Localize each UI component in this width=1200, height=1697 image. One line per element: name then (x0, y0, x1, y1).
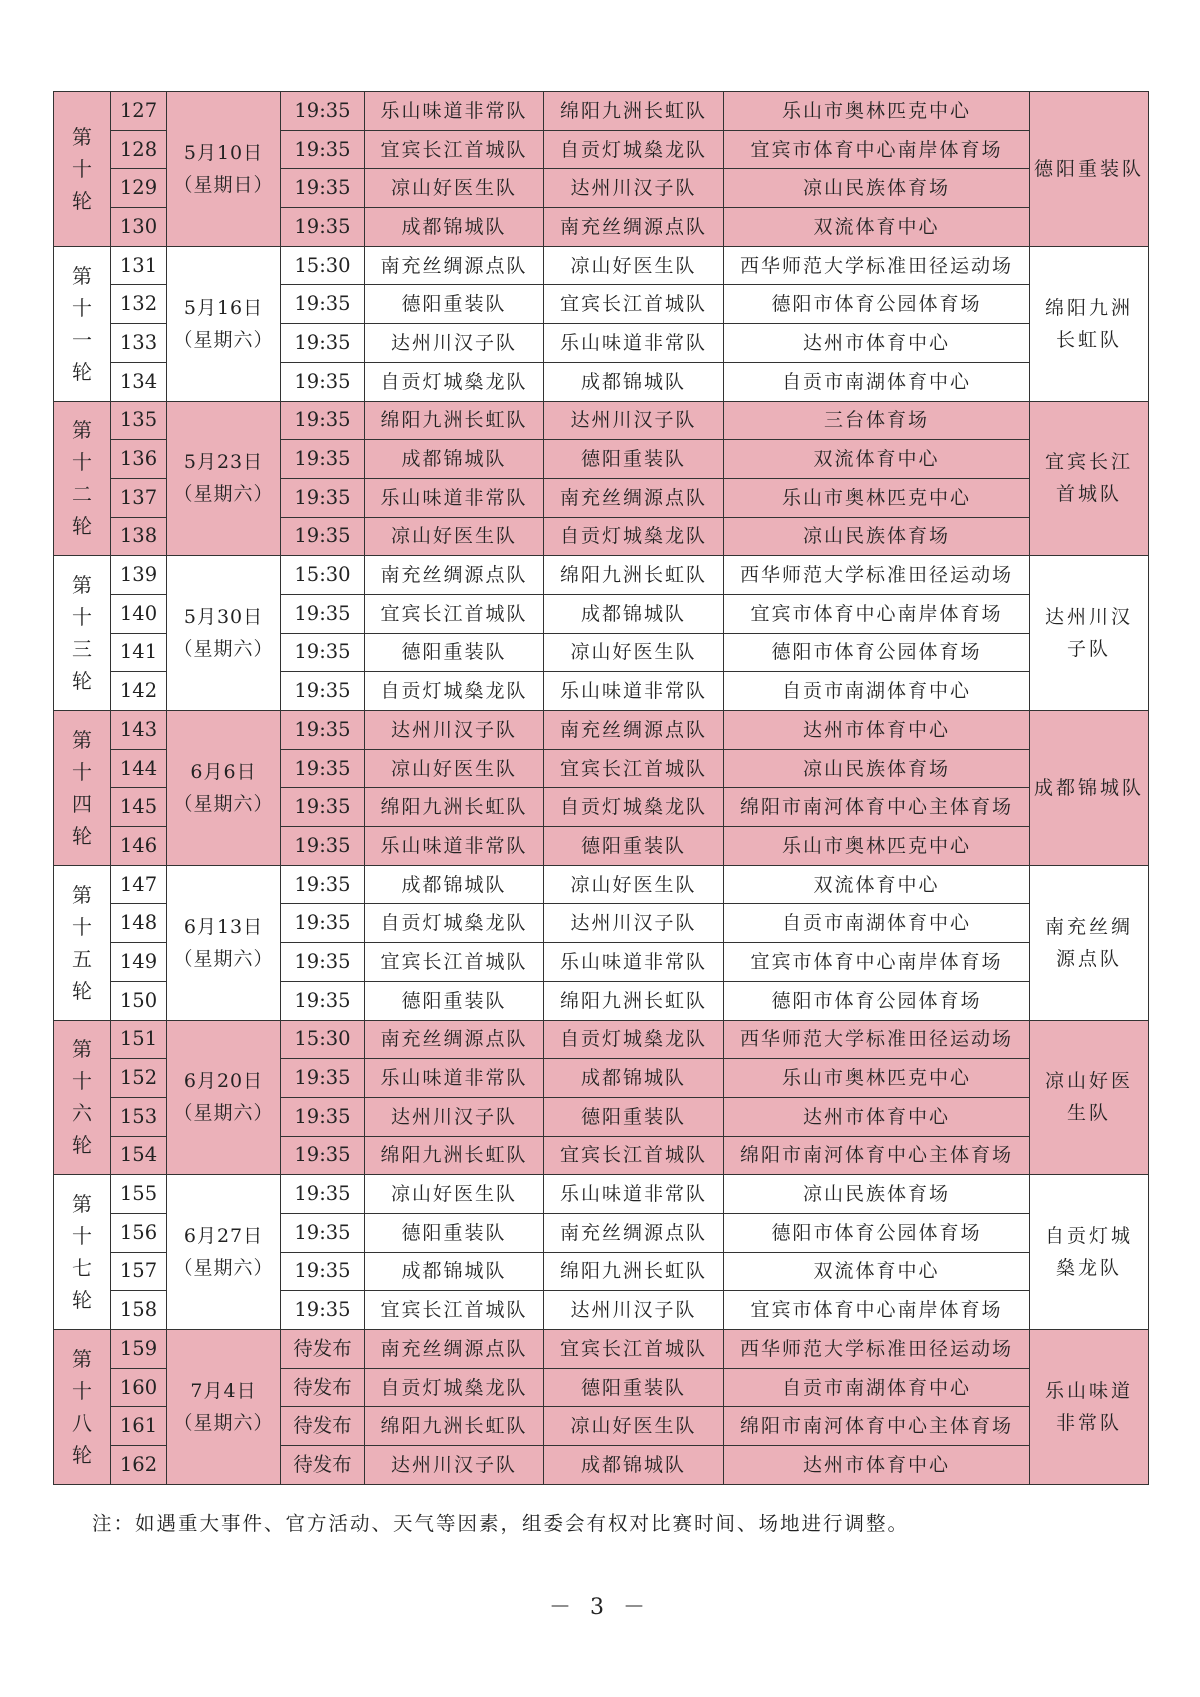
away-team: 凉山好医生队 (544, 246, 724, 285)
weekday-text: （星期六） (173, 792, 274, 815)
venue: 西华师范大学标准田径运动场 (724, 246, 1030, 285)
match-number: 156 (111, 1213, 167, 1252)
table-row (54, 401, 1149, 440)
match-time: 待发布 (281, 1368, 365, 1407)
weekday-text: （星期六） (173, 1102, 274, 1125)
match-number: 130 (111, 208, 167, 247)
venue: 双流体育中心 (724, 440, 1030, 479)
match-time: 15:30 (281, 556, 365, 595)
weekday-text: （星期六） (173, 1257, 274, 1280)
away-team: 绵阳九洲长虹队 (544, 981, 724, 1020)
away-team: 达州川汉子队 (544, 1291, 724, 1330)
table-row (54, 711, 1149, 750)
home-team: 成都锦城队 (365, 208, 544, 247)
venue: 德阳市体育公园体育场 (724, 981, 1030, 1020)
home-team: 宜宾长江首城队 (365, 1291, 544, 1330)
venue: 乐山市奥林匹克中心 (724, 827, 1030, 866)
match-number: 153 (111, 1097, 167, 1136)
home-team: 南充丝绸源点队 (365, 1330, 544, 1369)
away-team: 绵阳九洲长虹队 (544, 92, 724, 131)
match-time: 15:30 (281, 246, 365, 285)
venue: 双流体育中心 (724, 865, 1030, 904)
home-team: 南充丝绸源点队 (365, 556, 544, 595)
venue: 自贡市南湖体育中心 (724, 362, 1030, 401)
away-team: 绵阳九洲长虹队 (544, 556, 724, 595)
match-number: 133 (111, 324, 167, 363)
match-number: 143 (111, 711, 167, 750)
match-time: 19:35 (281, 440, 365, 479)
table-row (54, 1020, 1149, 1059)
round-char: 十 (72, 605, 92, 630)
round-char: 十 (72, 1069, 92, 1094)
match-number: 134 (111, 362, 167, 401)
venue: 达州市体育中心 (724, 324, 1030, 363)
match-time: 19:35 (281, 1175, 365, 1214)
round-label (54, 711, 111, 866)
away-team: 乐山味道非常队 (544, 943, 724, 982)
home-team: 绵阳九洲长虹队 (365, 1407, 544, 1446)
weekday-text: （星期日） (173, 173, 274, 196)
match-number: 155 (111, 1175, 167, 1214)
away-team: 乐山味道非常队 (544, 672, 724, 711)
match-time: 19:35 (281, 672, 365, 711)
match-number: 159 (111, 1330, 167, 1369)
match-time: 19:35 (281, 362, 365, 401)
venue: 自贡市南湖体育中心 (724, 1368, 1030, 1407)
round-char: 十 (72, 1224, 92, 1249)
away-team: 凉山好医生队 (544, 865, 724, 904)
away-team: 南充丝绸源点队 (544, 1213, 724, 1252)
away-team: 德阳重装队 (544, 827, 724, 866)
table-row (54, 556, 1149, 595)
match-number: 137 (111, 478, 167, 517)
round-char: 轮 (72, 823, 92, 848)
round-label (54, 92, 111, 247)
venue: 德阳市体育公园体育场 (724, 1213, 1030, 1252)
home-team: 南充丝绸源点队 (365, 1020, 544, 1059)
match-number: 144 (111, 749, 167, 788)
round-char: 第 (72, 882, 92, 907)
away-team: 凉山好医生队 (544, 633, 724, 672)
home-team: 宜宾长江首城队 (365, 943, 544, 982)
date-text: 6月6日 (190, 760, 257, 783)
away-team: 南充丝绸源点队 (544, 711, 724, 750)
round-date (167, 865, 281, 1020)
round-char: 第 (72, 573, 92, 598)
match-time: 19:35 (281, 827, 365, 866)
match-time: 19:35 (281, 788, 365, 827)
home-team: 自贡灯城燊龙队 (365, 672, 544, 711)
host-team: 南充丝绸 源点队 (1030, 865, 1149, 1020)
round-char: 轮 (72, 514, 92, 539)
round-char: 二 (72, 482, 92, 507)
match-number: 142 (111, 672, 167, 711)
round-char: 轮 (72, 188, 92, 213)
home-team: 凉山好医生队 (365, 749, 544, 788)
host-team: 绵阳九洲 长虹队 (1030, 246, 1149, 401)
home-team: 自贡灯城燊龙队 (365, 362, 544, 401)
match-number: 157 (111, 1252, 167, 1291)
venue: 凉山民族体育场 (724, 1175, 1030, 1214)
venue: 凉山民族体育场 (724, 169, 1030, 208)
away-team: 德阳重装队 (544, 440, 724, 479)
away-team: 乐山味道非常队 (544, 324, 724, 363)
home-team: 绵阳九洲长虹队 (365, 788, 544, 827)
away-team: 成都锦城队 (544, 362, 724, 401)
match-time: 19:35 (281, 285, 365, 324)
round-label (54, 1175, 111, 1330)
round-date (167, 1330, 281, 1485)
match-time: 待发布 (281, 1446, 365, 1485)
round-date (167, 556, 281, 711)
date-text: 5月23日 (183, 451, 264, 474)
home-team: 德阳重装队 (365, 285, 544, 324)
venue: 绵阳市南河体育中心主体育场 (724, 1136, 1030, 1175)
match-number: 132 (111, 285, 167, 324)
match-time: 19:35 (281, 1097, 365, 1136)
host-team: 乐山味道 非常队 (1030, 1330, 1149, 1485)
weekday-text: （星期六） (173, 483, 274, 506)
round-char: 十 (72, 450, 92, 475)
round-char: 十 (72, 1378, 92, 1403)
match-time: 19:35 (281, 169, 365, 208)
match-time: 19:35 (281, 324, 365, 363)
match-number: 149 (111, 943, 167, 982)
round-char: 八 (72, 1410, 92, 1435)
date-text: 6月27日 (183, 1225, 264, 1248)
match-time: 19:35 (281, 1252, 365, 1291)
home-team: 乐山味道非常队 (365, 478, 544, 517)
home-team: 德阳重装队 (365, 1213, 544, 1252)
date-text: 6月13日 (183, 915, 264, 938)
home-team: 成都锦城队 (365, 865, 544, 904)
match-number: 146 (111, 827, 167, 866)
match-number: 139 (111, 556, 167, 595)
venue: 乐山市奥林匹克中心 (724, 1059, 1030, 1098)
venue: 绵阳市南河体育中心主体育场 (724, 788, 1030, 827)
round-label (54, 401, 111, 556)
home-team: 达州川汉子队 (365, 324, 544, 363)
weekday-text: （星期六） (173, 1411, 274, 1434)
away-team: 乐山味道非常队 (544, 1175, 724, 1214)
host-team: 成都锦城队 (1030, 711, 1149, 866)
home-team: 乐山味道非常队 (365, 1059, 544, 1098)
round-char: 轮 (72, 669, 92, 694)
home-team: 德阳重装队 (365, 981, 544, 1020)
match-time: 19:35 (281, 208, 365, 247)
match-time: 19:35 (281, 478, 365, 517)
away-team: 南充丝绸源点队 (544, 478, 724, 517)
footnote: 注：如遇重大事件、官方活动、天气等因素，组委会有权对比赛时间、场地进行调整。 (92, 1512, 910, 1535)
match-time: 19:35 (281, 401, 365, 440)
round-date (167, 1020, 281, 1175)
away-team: 绵阳九洲长虹队 (544, 1252, 724, 1291)
date-text: 7月4日 (190, 1379, 257, 1402)
round-char: 四 (72, 791, 92, 816)
host-team: 宜宾长江 首城队 (1030, 401, 1149, 556)
venue: 宜宾市体育中心南岸体育场 (724, 130, 1030, 169)
home-team: 自贡灯城燊龙队 (365, 904, 544, 943)
match-time: 待发布 (281, 1330, 365, 1369)
match-time: 待发布 (281, 1407, 365, 1446)
venue: 自贡市南湖体育中心 (724, 904, 1030, 943)
match-number: 160 (111, 1368, 167, 1407)
home-team: 乐山味道非常队 (365, 92, 544, 131)
match-number: 162 (111, 1446, 167, 1485)
weekday-text: （星期六） (173, 638, 274, 661)
match-time: 19:35 (281, 711, 365, 750)
weekday-text: （星期六） (173, 328, 274, 351)
match-number: 152 (111, 1059, 167, 1098)
match-number: 150 (111, 981, 167, 1020)
round-char: 十 (72, 914, 92, 939)
venue: 双流体育中心 (724, 208, 1030, 247)
match-time: 15:30 (281, 1020, 365, 1059)
venue: 乐山市奥林匹克中心 (724, 92, 1030, 131)
home-team: 自贡灯城燊龙队 (365, 1368, 544, 1407)
away-team: 达州川汉子队 (544, 401, 724, 440)
host-team: 德阳重装队 (1030, 92, 1149, 247)
home-team: 乐山味道非常队 (365, 827, 544, 866)
away-team: 德阳重装队 (544, 1097, 724, 1136)
date-text: 5月10日 (183, 141, 264, 164)
home-team: 凉山好医生队 (365, 517, 544, 556)
round-char: 第 (72, 263, 92, 288)
match-time: 19:35 (281, 1059, 365, 1098)
round-label (54, 556, 111, 711)
home-team: 德阳重装队 (365, 633, 544, 672)
page-number: － 3 － (549, 1595, 651, 1620)
match-time: 19:35 (281, 633, 365, 672)
host-team: 达州川汉 子队 (1030, 556, 1149, 711)
venue: 宜宾市体育中心南岸体育场 (724, 1291, 1030, 1330)
round-label (54, 865, 111, 1020)
date-text: 6月20日 (183, 1070, 264, 1093)
round-date (167, 1175, 281, 1330)
home-team: 达州川汉子队 (365, 1097, 544, 1136)
home-team: 宜宾长江首城队 (365, 130, 544, 169)
match-time: 19:35 (281, 904, 365, 943)
match-time: 19:35 (281, 865, 365, 904)
match-time: 19:35 (281, 1213, 365, 1252)
venue: 西华师范大学标准田径运动场 (724, 556, 1030, 595)
match-number: 138 (111, 517, 167, 556)
away-team: 自贡灯城燊龙队 (544, 788, 724, 827)
match-time: 19:35 (281, 1136, 365, 1175)
match-number: 154 (111, 1136, 167, 1175)
round-char: 第 (72, 727, 92, 752)
away-team: 自贡灯城燊龙队 (544, 130, 724, 169)
away-team: 宜宾长江首城队 (544, 285, 724, 324)
round-char: 七 (72, 1256, 92, 1281)
date-text: 5月16日 (183, 296, 264, 319)
match-number: 135 (111, 401, 167, 440)
away-team: 德阳重装队 (544, 1368, 724, 1407)
away-team: 达州川汉子队 (544, 169, 724, 208)
round-char: 轮 (72, 1442, 92, 1467)
away-team: 自贡灯城燊龙队 (544, 517, 724, 556)
match-number: 129 (111, 169, 167, 208)
round-date (167, 246, 281, 401)
match-number: 128 (111, 130, 167, 169)
round-char: 五 (72, 946, 92, 971)
round-label (54, 246, 111, 401)
round-char: 六 (72, 1101, 92, 1126)
match-number: 131 (111, 246, 167, 285)
venue: 达州市体育中心 (724, 1097, 1030, 1136)
round-char: 轮 (72, 978, 92, 1003)
match-time: 19:35 (281, 92, 365, 131)
match-time: 19:35 (281, 981, 365, 1020)
match-number: 148 (111, 904, 167, 943)
match-time: 19:35 (281, 517, 365, 556)
round-date (167, 711, 281, 866)
match-number: 136 (111, 440, 167, 479)
date-text: 5月30日 (183, 606, 264, 629)
round-char: 轮 (72, 1133, 92, 1158)
round-char: 第 (72, 418, 92, 443)
table-row (54, 1330, 1149, 1369)
venue: 西华师范大学标准田径运动场 (724, 1330, 1030, 1369)
home-team: 成都锦城队 (365, 440, 544, 479)
host-team: 凉山好医 生队 (1030, 1020, 1149, 1175)
venue: 宜宾市体育中心南岸体育场 (724, 943, 1030, 982)
round-date (167, 92, 281, 247)
round-char: 一 (72, 327, 92, 352)
host-team: 自贡灯城 燊龙队 (1030, 1175, 1149, 1330)
match-time: 19:35 (281, 943, 365, 982)
away-team: 成都锦城队 (544, 1059, 724, 1098)
table-row (54, 246, 1149, 285)
round-label (54, 1020, 111, 1175)
round-date (167, 401, 281, 556)
round-label (54, 1330, 111, 1485)
away-team: 成都锦城队 (544, 594, 724, 633)
match-time: 19:35 (281, 749, 365, 788)
venue: 宜宾市体育中心南岸体育场 (724, 594, 1030, 633)
match-time: 19:35 (281, 1291, 365, 1330)
home-team: 达州川汉子队 (365, 711, 544, 750)
weekday-text: （星期六） (173, 947, 274, 970)
venue: 德阳市体育公园体育场 (724, 285, 1030, 324)
home-team: 达州川汉子队 (365, 1446, 544, 1485)
home-team: 南充丝绸源点队 (365, 246, 544, 285)
round-char: 第 (72, 1346, 92, 1371)
table-row (54, 865, 1149, 904)
away-team: 宜宾长江首城队 (544, 1330, 724, 1369)
match-number: 141 (111, 633, 167, 672)
venue: 凉山民族体育场 (724, 517, 1030, 556)
table-row (54, 1175, 1149, 1214)
home-team: 绵阳九洲长虹队 (365, 401, 544, 440)
venue: 达州市体育中心 (724, 1446, 1030, 1485)
venue: 达州市体育中心 (724, 711, 1030, 750)
away-team: 成都锦城队 (544, 1446, 724, 1485)
round-char: 第 (72, 124, 92, 149)
away-team: 凉山好医生队 (544, 1407, 724, 1446)
table-row (54, 92, 1149, 131)
round-char: 第 (72, 1037, 92, 1062)
venue: 凉山民族体育场 (724, 749, 1030, 788)
match-number: 158 (111, 1291, 167, 1330)
venue: 绵阳市南河体育中心主体育场 (724, 1407, 1030, 1446)
venue: 双流体育中心 (724, 1252, 1030, 1291)
away-team: 自贡灯城燊龙队 (544, 1020, 724, 1059)
home-team: 绵阳九洲长虹队 (365, 1136, 544, 1175)
round-char: 轮 (72, 359, 92, 384)
match-number: 145 (111, 788, 167, 827)
round-char: 三 (72, 637, 92, 662)
match-number: 140 (111, 594, 167, 633)
round-char: 十 (72, 295, 92, 320)
match-number: 127 (111, 92, 167, 131)
match-time: 19:35 (281, 130, 365, 169)
away-team: 宜宾长江首城队 (544, 1136, 724, 1175)
venue: 德阳市体育公园体育场 (724, 633, 1030, 672)
venue: 乐山市奥林匹克中心 (724, 478, 1030, 517)
match-time: 19:35 (281, 594, 365, 633)
home-team: 凉山好医生队 (365, 169, 544, 208)
schedule-body (54, 92, 1149, 1485)
away-team: 南充丝绸源点队 (544, 208, 724, 247)
home-team: 成都锦城队 (365, 1252, 544, 1291)
away-team: 达州川汉子队 (544, 904, 724, 943)
round-char: 轮 (72, 1288, 92, 1313)
schedule-table (53, 91, 1149, 1485)
match-number: 161 (111, 1407, 167, 1446)
away-team: 宜宾长江首城队 (544, 749, 724, 788)
round-char: 十 (72, 156, 92, 181)
match-number: 151 (111, 1020, 167, 1059)
round-char: 第 (72, 1192, 92, 1217)
round-char: 十 (72, 759, 92, 784)
match-number: 147 (111, 865, 167, 904)
venue: 三台体育场 (724, 401, 1030, 440)
venue: 西华师范大学标准田径运动场 (724, 1020, 1030, 1059)
home-team: 宜宾长江首城队 (365, 594, 544, 633)
home-team: 凉山好医生队 (365, 1175, 544, 1214)
venue: 自贡市南湖体育中心 (724, 672, 1030, 711)
